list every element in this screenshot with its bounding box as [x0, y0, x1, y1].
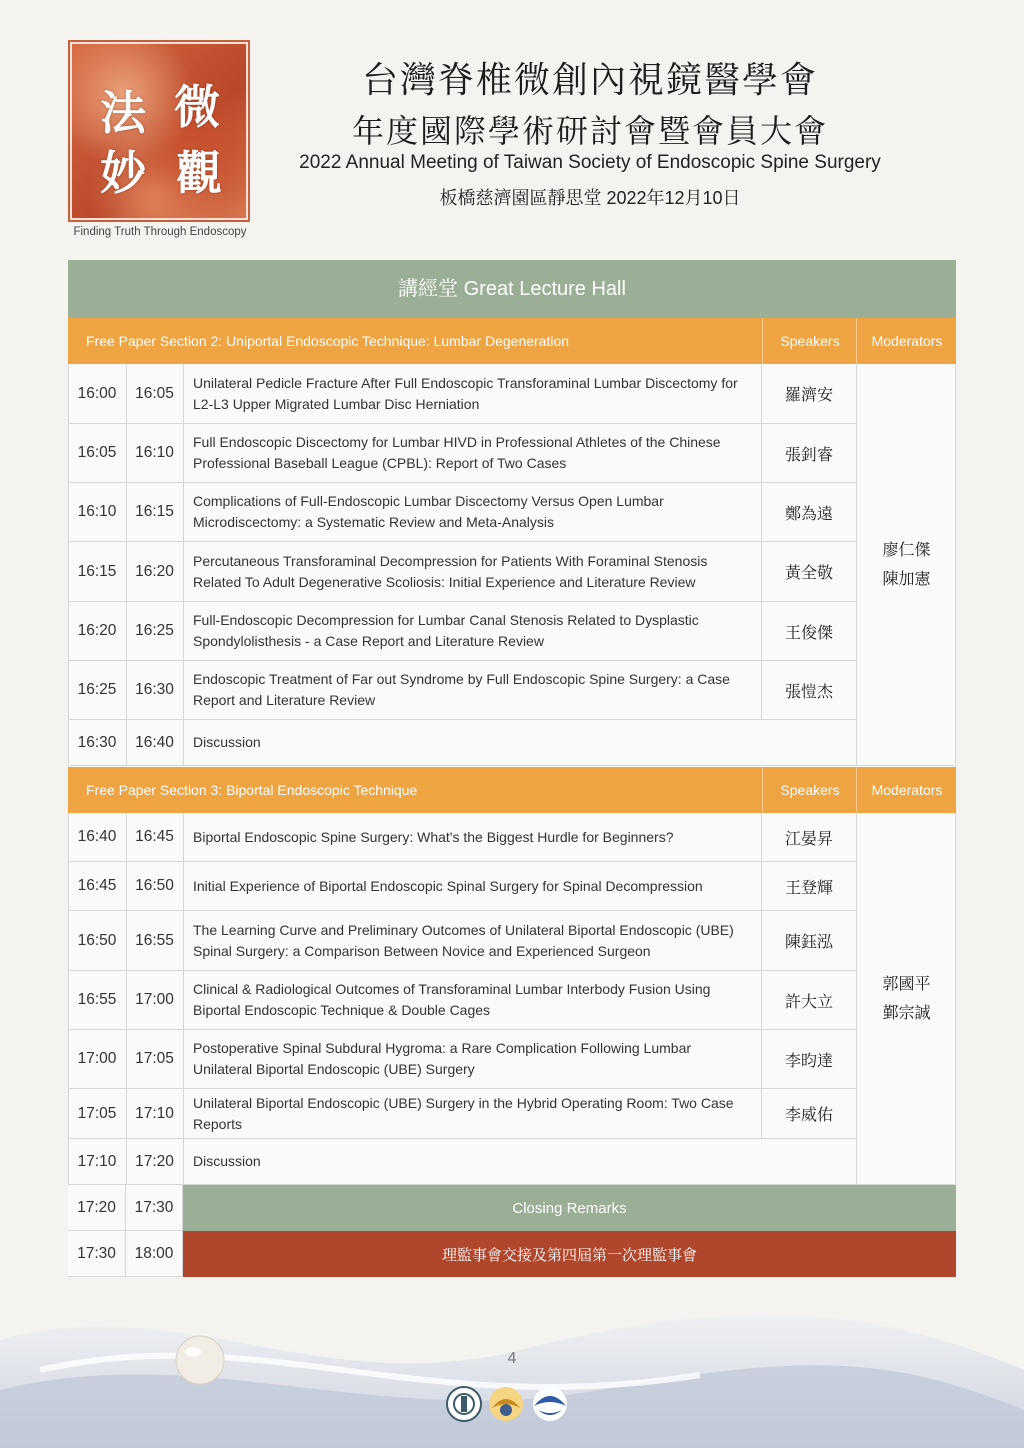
speaker-name: 鄭為遠 — [784, 505, 833, 523]
end-time: 18:00 — [126, 1231, 183, 1277]
end-time: 17:20 — [126, 1139, 184, 1184]
closing-block — [68, 1185, 956, 1277]
discussion-row — [68, 1139, 856, 1185]
speakers-column-header: Speakers — [762, 767, 857, 813]
end-time: 16:55 — [126, 911, 184, 970]
paper-title: Endoscopic Treatment of Far out Syndrome by Full Endoscopic Spine Surgery: a Case Report and Literature Review — [183, 661, 762, 719]
session-row — [68, 364, 856, 424]
session-row — [68, 424, 856, 483]
start-time: 16:00 — [68, 364, 127, 423]
logo-char-2: 觀 — [176, 146, 222, 200]
end-time: 16:40 — [126, 720, 184, 765]
start-time: 16:20 — [68, 602, 127, 660]
start-time: 16:45 — [68, 862, 127, 910]
moderator-name: 陳加憲 — [882, 570, 931, 588]
discussion-row — [68, 720, 856, 766]
paper-title: Postoperative Spinal Subdural Hygroma: a Rare Complication Following Lumbar Unilateral Biportal Endoscopic (UBE) Surgery — [183, 1030, 762, 1088]
start-time: 17:30 — [68, 1231, 126, 1277]
start-time: 17:05 — [68, 1089, 127, 1138]
end-time: 16:15 — [126, 483, 184, 541]
hall-title: 講經堂 Great Lecture Hall — [68, 260, 956, 318]
speaker-name: 羅濟安 — [784, 387, 833, 404]
end-time: 17:30 — [126, 1185, 183, 1231]
speaker-name: 李昀達 — [784, 1052, 833, 1070]
section-3-title: Free Paper Section 3: Biportal Endoscopic Technique — [86, 782, 418, 798]
start-time: 16:05 — [68, 424, 127, 482]
speaker-name: 張釗睿 — [784, 446, 833, 464]
logo-char-1: 微 — [174, 80, 220, 134]
moderator-name: 郭國平 — [882, 975, 931, 993]
start-time: 16:50 — [68, 911, 127, 970]
speakers-column-header: Speakers — [762, 318, 857, 364]
end-time: 16:45 — [126, 813, 184, 861]
discussion-label: Discussion — [193, 734, 261, 750]
speaker-name: 王俊傑 — [784, 624, 833, 642]
page-number: 4 — [507, 1350, 517, 1367]
logo-char-4: 妙 — [100, 146, 146, 200]
session-row — [68, 483, 856, 542]
paper-title: Initial Experience of Biportal Endoscopic Spinal Surgery for Spinal Decompression — [183, 862, 762, 910]
speaker-name: 許大立 — [784, 993, 833, 1011]
end-time: 16:50 — [126, 862, 184, 910]
paper-title: Biportal Endoscopic Spine Surgery: What's the Biggest Hurdle for Beginners? — [183, 813, 762, 861]
tzu-chi-lotus-icon — [533, 1387, 567, 1421]
speaker-name: 陳鈺泓 — [784, 934, 833, 951]
end-time: 16:30 — [126, 661, 184, 719]
paper-title: Clinical & Radiological Outcomes of Transforaminal Lumbar Interbody Fusion Using Biportal Endoscopic Technique & Double Cages — [183, 971, 762, 1029]
venue-date: 板橋慈濟園區靜思堂 2022年12月10日 — [439, 188, 741, 208]
sponsor-logos — [446, 1384, 578, 1424]
closing-remarks-label: Closing Remarks — [183, 1185, 956, 1231]
speaker-name: 黃全敬 — [784, 565, 833, 582]
start-time: 16:15 — [68, 542, 127, 601]
session-row — [68, 602, 856, 661]
session-row — [68, 661, 856, 720]
moderators-cell — [856, 813, 956, 1185]
session-row — [68, 542, 856, 602]
speaker-name: 王登輝 — [784, 879, 833, 897]
speaker-name: 江晏昇 — [784, 830, 833, 848]
paper-title: Percutaneous Transforaminal Decompression for Patients With Foraminal Stenosis Related To Adult Degenerative Scoliosis: Initial Experience and Literature Review — [183, 542, 762, 601]
end-time: 17:00 — [126, 971, 184, 1029]
paper-title: Full-Endoscopic Decompression for Lumbar Canal Stenosis Related to Dysplastic Spondylolisthesis - a Case Report and Literature Review — [183, 602, 762, 660]
moderator-name: 鄞宗誠 — [882, 1004, 931, 1022]
end-time: 16:25 — [126, 602, 184, 660]
paper-title: The Learning Curve and Preliminary Outcomes of Unilateral Biportal Endoscopic (UBE) Spinal Surgery: a Comparison Between Novice and Experienced Surgeon — [183, 911, 762, 970]
title-english: 2022 Annual Meeting of Taiwan Society of Endoscopic Spine Surgery — [299, 152, 881, 173]
moderator-name: 廖仁傑 — [882, 541, 931, 559]
start-time: 16:55 — [68, 971, 127, 1029]
paper-title: Complications of Full-Endoscopic Lumbar Discectomy Versus Open Lumbar Microdiscectomy: a Systematic Review and Meta-Analysis — [183, 483, 762, 541]
title-chinese-line-2: 年度國際學術研討會暨會員大會 — [351, 112, 828, 150]
end-time: 16:20 — [126, 542, 184, 601]
moderators-column-header: Moderators — [856, 318, 957, 364]
discussion-label: Discussion — [193, 1153, 261, 1169]
start-time: 17:10 — [68, 1139, 127, 1184]
logo-char-3: 法 — [100, 86, 146, 140]
session-row — [68, 971, 856, 1030]
section-2-title: Free Paper Section 2: Uniportal Endoscopic Technique: Lumbar Degeneration — [86, 333, 570, 349]
board-meeting-label: 理監事會交接及第四屆第一次理監事會 — [183, 1231, 956, 1277]
closing-remarks-row — [68, 1185, 956, 1231]
schedule-table — [68, 260, 956, 1277]
speaker-name: 李威佑 — [784, 1107, 833, 1124]
hospital-emblem-icon — [489, 1387, 523, 1421]
moderators-column-header: Moderators — [856, 767, 957, 813]
section-2-grid — [68, 364, 956, 767]
session-row — [68, 862, 856, 911]
end-time: 17:05 — [126, 1030, 184, 1088]
session-row — [68, 911, 856, 971]
section-3-grid — [68, 813, 956, 1185]
session-row — [68, 813, 856, 862]
moderators-cell — [856, 364, 956, 766]
society-seal-icon — [447, 1387, 481, 1421]
session-row — [68, 1030, 856, 1089]
session-row — [68, 1089, 856, 1139]
paper-title: Unilateral Biportal Endoscopic (UBE) Surgery in the Hybrid Operating Room: Two Case Reports — [183, 1089, 762, 1138]
section-3-header — [68, 767, 956, 813]
start-time: 17:20 — [68, 1185, 126, 1231]
end-time: 16:10 — [126, 424, 184, 482]
start-time: 16:25 — [68, 661, 127, 719]
paper-title: Unilateral Pedicle Fracture After Full Endoscopic Transforaminal Lumbar Discectomy for L2-L3 Upper Migrated Lumbar Disc Herniation — [183, 364, 762, 423]
end-time: 17:10 — [126, 1089, 184, 1138]
board-meeting-row — [68, 1231, 956, 1277]
start-time: 16:10 — [68, 483, 127, 541]
start-time: 16:40 — [68, 813, 127, 861]
end-time: 16:05 — [126, 364, 184, 423]
society-logo — [68, 40, 250, 222]
start-time: 16:30 — [68, 720, 127, 765]
speaker-name: 張愷杰 — [784, 683, 833, 701]
title-chinese-line-1: 台灣脊椎微創內視鏡醫學會 — [361, 60, 818, 101]
paper-title: Full Endoscopic Discectomy for Lumbar HIVD in Professional Athletes of the Chinese Professional Baseball League (CPBL): Report of Two Cases — [183, 424, 762, 482]
start-time: 17:00 — [68, 1030, 127, 1088]
section-2-header — [68, 318, 956, 364]
logo-caption: Finding Truth Through Endoscopy — [73, 226, 247, 238]
